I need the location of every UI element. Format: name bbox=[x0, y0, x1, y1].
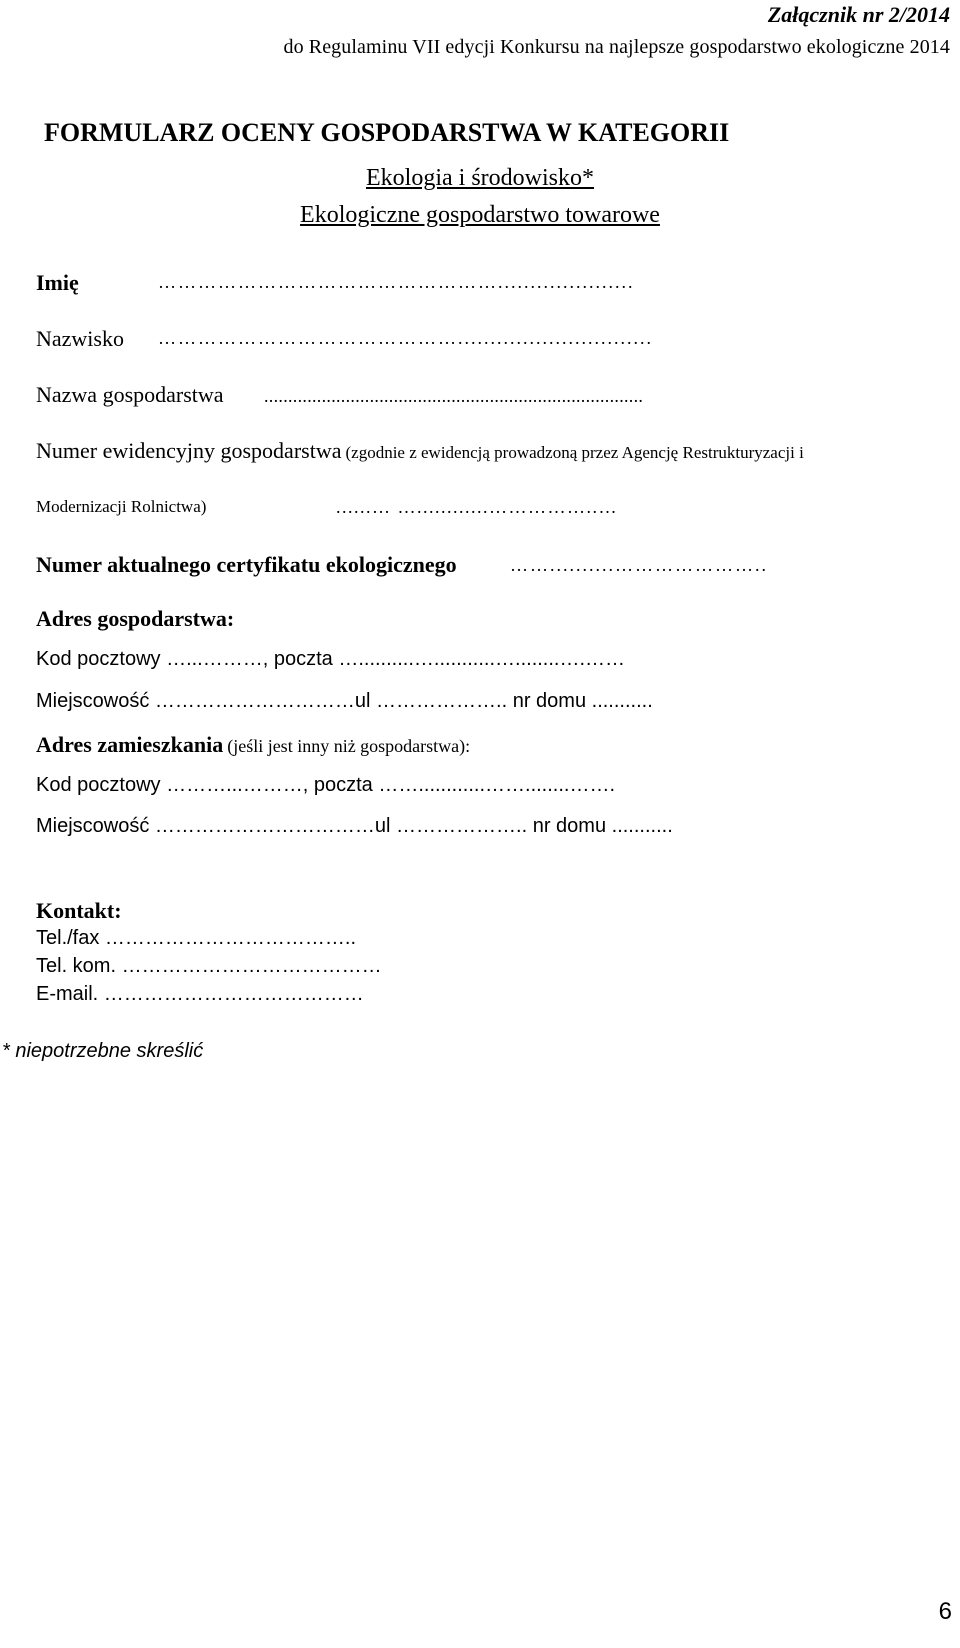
registration-number-field[interactable]: ......… …............……………..… bbox=[336, 497, 618, 517]
certificate-number-field[interactable]: ……..........………………….. bbox=[510, 555, 768, 575]
farm-name-field[interactable]: ............................................................................... bbox=[264, 386, 644, 406]
email-field[interactable]: E-mail. ………………………………… bbox=[36, 983, 364, 1005]
footnote: * niepotrzebne skreślić bbox=[2, 1040, 204, 1062]
category-subtitle-2: Ekologiczne gospodarstwo towarowe bbox=[300, 202, 660, 228]
registration-number-note-2: Modernizacji Rolnictwa) bbox=[36, 497, 207, 516]
last-name-field[interactable]: ……………………………………….............................. bbox=[158, 328, 653, 348]
home-address-note: (jeśli jest inny niż gospodarstwa): bbox=[227, 736, 471, 756]
last-name-label: Nazwisko bbox=[36, 326, 124, 351]
home-address-city-line[interactable]: Miejscowość ……………………………ul ……………….. nr domu ........... bbox=[36, 815, 673, 837]
home-address-heading: Adres zamieszkania bbox=[36, 732, 224, 757]
first-name-field[interactable]: ……………………………………………..................... bbox=[158, 272, 635, 292]
registration-number-note: (zgodnie z ewidencją prowadzoną przez Agencję Restrukturyzacji i bbox=[345, 443, 804, 462]
page-number: 6 bbox=[938, 1598, 952, 1625]
contact-heading: Kontakt: bbox=[36, 898, 122, 923]
home-address-heading-row bbox=[36, 732, 470, 758]
regulation-reference: do Regulaminu VII edycji Konkursu na najlepsze gospodarstwo ekologiczne 2014 bbox=[283, 36, 950, 58]
mobile-phone-field[interactable]: Tel. kom. ………………………………… bbox=[36, 955, 382, 977]
category-subtitle-1: Ekologia i środowisko* bbox=[366, 165, 594, 191]
home-address-postal-line[interactable]: Kod pocztowy ………...………, poczta ……............……........……. bbox=[36, 774, 616, 796]
form-title: FORMULARZ OCENY GOSPODARSTWA W KATEGORII bbox=[44, 118, 730, 147]
phone-fax-field[interactable]: Tel./fax ……………………………….. bbox=[36, 927, 357, 949]
farm-address-heading: Adres gospodarstwa: bbox=[36, 606, 235, 631]
certificate-number-label: Numer aktualnego certyfikatu ekologicznego bbox=[36, 552, 457, 577]
registration-number-row bbox=[36, 438, 804, 464]
farm-name-label: Nazwa gospodarstwa bbox=[36, 382, 224, 407]
registration-number-label: Numer ewidencyjny gospodarstwa bbox=[36, 438, 342, 463]
farm-address-postal-line[interactable]: Kod pocztowy …...………, poczta …..........…...........…........….…… bbox=[36, 648, 626, 670]
farm-address-city-line[interactable]: Miejscowość …………………………ul ……………….. nr domu ........... bbox=[36, 690, 653, 712]
attachment-label: Załącznik nr 2/2014 bbox=[767, 2, 950, 27]
first-name-label: Imię bbox=[36, 270, 79, 295]
